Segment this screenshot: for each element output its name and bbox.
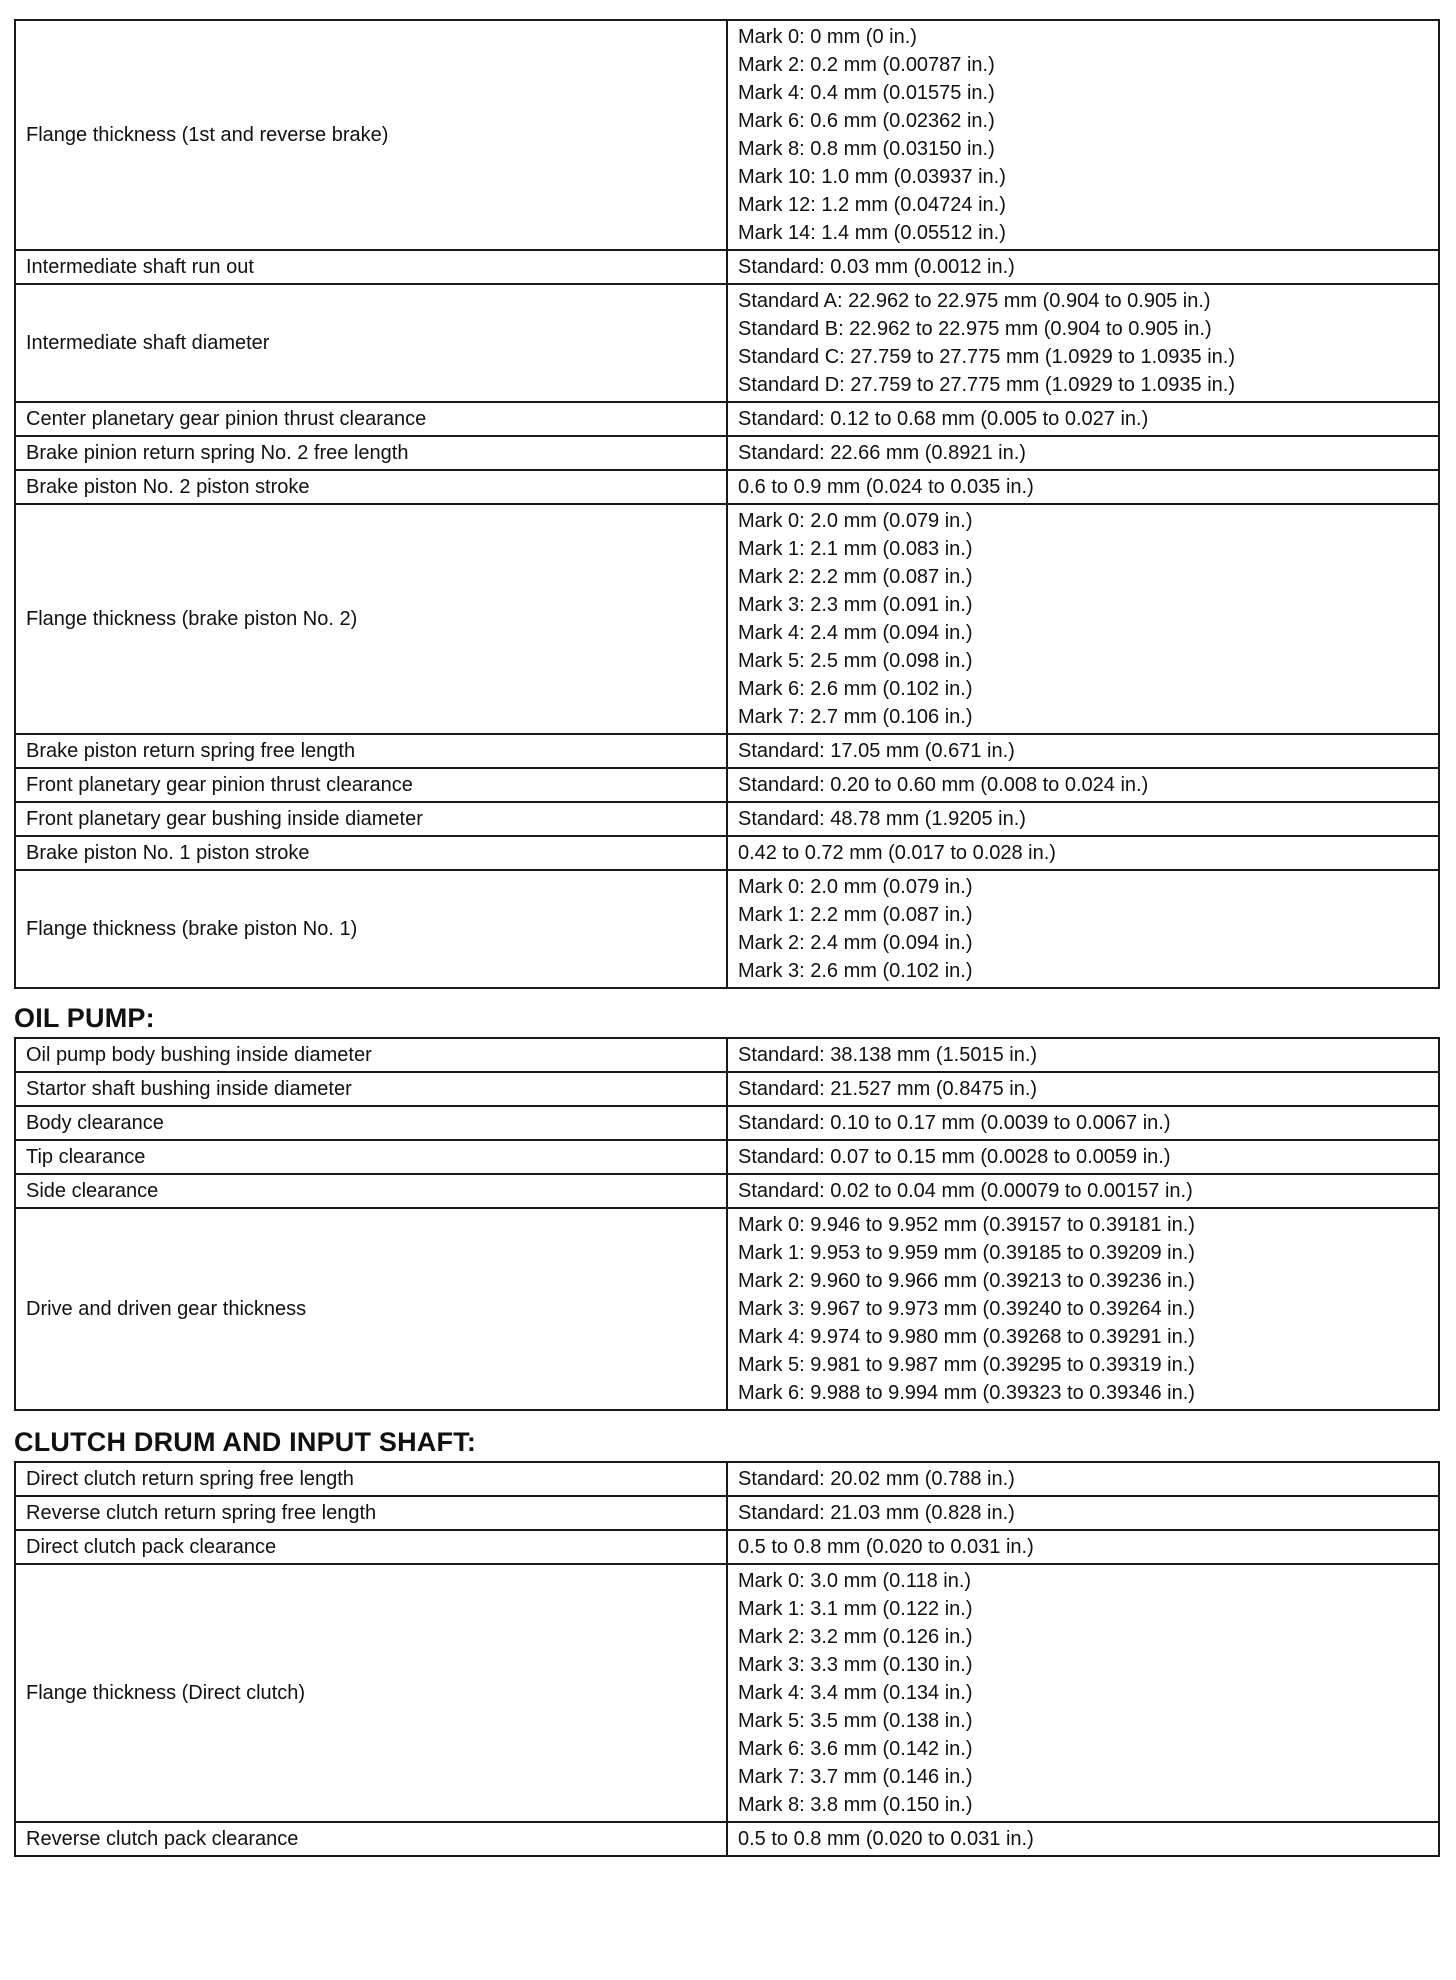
spec-value-cell — [727, 836, 1439, 870]
spec-value-line: Mark 10: 1.0 mm (0.03937 in.) — [738, 166, 1006, 188]
table-row — [15, 1208, 1439, 1410]
spec-name-cell: Flange thickness (brake piston No. 1) — [15, 870, 727, 988]
spec-value-line: Mark 6: 0.6 mm (0.02362 in.) — [738, 110, 995, 132]
spec-value-line: Mark 0: 2.0 mm (0.079 in.) — [738, 876, 973, 898]
spec-value-line: Mark 2: 2.4 mm (0.094 in.) — [738, 932, 973, 954]
section-title-clutch-drum: CLUTCH DRUM AND INPUT SHAFT: — [14, 1427, 477, 1457]
spec-value-line: Standard C: 27.759 to 27.775 mm (1.0929 to 1.0935 in.) — [738, 346, 1235, 368]
spec-value-cell — [727, 20, 1439, 250]
spec-name-cell: Startor shaft bushing inside diameter — [15, 1072, 727, 1106]
table-row — [15, 470, 1439, 504]
table-row — [15, 768, 1439, 802]
table-row — [15, 1530, 1439, 1564]
spec-value-line: 0.5 to 0.8 mm (0.020 to 0.031 in.) — [738, 1536, 1034, 1558]
spec-value-line: Mark 2: 2.2 mm (0.087 in.) — [738, 566, 973, 588]
spec-value-line: Standard: 20.02 mm (0.788 in.) — [738, 1468, 1015, 1490]
table-row — [15, 250, 1439, 284]
spec-value-line: Standard: 21.03 mm (0.828 in.) — [738, 1502, 1015, 1524]
spec-name-cell: Front planetary gear bushing inside diameter — [15, 802, 727, 836]
table-row — [15, 734, 1439, 768]
spec-value-cell — [727, 1072, 1439, 1106]
spec-value-line: Mark 1: 9.953 to 9.959 mm (0.39185 to 0.39209 in.) — [738, 1242, 1195, 1264]
table-row — [15, 1564, 1439, 1822]
spec-value-line: Mark 2: 3.2 mm (0.126 in.) — [738, 1626, 973, 1648]
spec-name-cell: Oil pump body bushing inside diameter — [15, 1038, 727, 1072]
spec-value-line: Mark 6: 3.6 mm (0.142 in.) — [738, 1738, 973, 1760]
spec-name-cell: Flange thickness (Direct clutch) — [15, 1564, 727, 1822]
spec-name-cell: Brake piston return spring free length — [15, 734, 727, 768]
spec-value-line: Standard A: 22.962 to 22.975 mm (0.904 to 0.905 in.) — [738, 290, 1211, 312]
spec-value-line: 0.5 to 0.8 mm (0.020 to 0.031 in.) — [738, 1828, 1034, 1850]
spec-name-cell: Tip clearance — [15, 1140, 727, 1174]
spec-value-line: Standard: 17.05 mm (0.671 in.) — [738, 740, 1015, 762]
spec-value-line: Mark 7: 3.7 mm (0.146 in.) — [738, 1766, 973, 1788]
spec-value-cell — [727, 1530, 1439, 1564]
spec-value-line: Mark 3: 9.967 to 9.973 mm (0.39240 to 0.39264 in.) — [738, 1298, 1195, 1320]
spec-value-cell — [727, 1140, 1439, 1174]
spec-value-cell — [727, 768, 1439, 802]
spec-value-line: Mark 8: 0.8 mm (0.03150 in.) — [738, 138, 995, 160]
spec-table-transmission — [14, 19, 1440, 989]
spec-value-line: Mark 4: 3.4 mm (0.134 in.) — [738, 1682, 973, 1704]
spec-value-cell — [727, 802, 1439, 836]
spec-value-line: 0.6 to 0.9 mm (0.024 to 0.035 in.) — [738, 476, 1034, 498]
spec-value-line: Standard: 0.03 mm (0.0012 in.) — [738, 256, 1015, 278]
spec-value-line: Mark 4: 0.4 mm (0.01575 in.) — [738, 82, 995, 104]
spec-value-line: Mark 6: 9.988 to 9.994 mm (0.39323 to 0.39346 in.) — [738, 1382, 1195, 1404]
spec-value-cell — [727, 504, 1439, 734]
spec-name-cell: Body clearance — [15, 1106, 727, 1140]
spec-table-oil-pump — [14, 1037, 1440, 1411]
table-row — [15, 284, 1439, 402]
spec-value-cell — [727, 284, 1439, 402]
spec-value-cell — [727, 1106, 1439, 1140]
spec-name-cell: Drive and driven gear thickness — [15, 1208, 727, 1410]
spec-value-line: Mark 4: 2.4 mm (0.094 in.) — [738, 622, 973, 644]
table-row — [15, 836, 1439, 870]
spec-value-line: 0.42 to 0.72 mm (0.017 to 0.028 in.) — [738, 842, 1056, 864]
spec-value-cell — [727, 870, 1439, 988]
table-row — [15, 1174, 1439, 1208]
table-row — [15, 870, 1439, 988]
spec-value-line: Mark 8: 3.8 mm (0.150 in.) — [738, 1794, 973, 1816]
spec-name-cell: Center planetary gear pinion thrust clearance — [15, 402, 727, 436]
spec-value-line: Mark 5: 9.981 to 9.987 mm (0.39295 to 0.39319 in.) — [738, 1354, 1195, 1376]
spec-value-cell — [727, 1462, 1439, 1496]
spec-value-line: Mark 2: 9.960 to 9.966 mm (0.39213 to 0.39236 in.) — [738, 1270, 1195, 1292]
spec-value-line: Standard: 21.527 mm (0.8475 in.) — [738, 1078, 1038, 1100]
spec-value-cell — [727, 1038, 1439, 1072]
table-row — [15, 1106, 1439, 1140]
spec-name-cell: Reverse clutch return spring free length — [15, 1496, 727, 1530]
spec-value-line: Mark 0: 2.0 mm (0.079 in.) — [738, 510, 973, 532]
spec-value-cell — [727, 470, 1439, 504]
spec-name-cell: Intermediate shaft diameter — [15, 284, 727, 402]
table-row — [15, 1462, 1439, 1496]
spec-name-cell: Flange thickness (brake piston No. 2) — [15, 504, 727, 734]
table-row — [15, 504, 1439, 734]
spec-value-cell — [727, 1496, 1439, 1530]
spec-name-cell: Brake piston No. 1 piston stroke — [15, 836, 727, 870]
spec-name-cell: Brake pinion return spring No. 2 free length — [15, 436, 727, 470]
spec-name-cell: Intermediate shaft run out — [15, 250, 727, 284]
table-row — [15, 1496, 1439, 1530]
spec-value-line: Mark 1: 3.1 mm (0.122 in.) — [738, 1598, 973, 1620]
section-title-oil-pump: OIL PUMP: — [14, 1003, 155, 1033]
spec-name-cell: Brake piston No. 2 piston stroke — [15, 470, 727, 504]
spec-value-line: Standard: 0.02 to 0.04 mm (0.00079 to 0.00157 in.) — [738, 1180, 1193, 1202]
table-row — [15, 20, 1439, 250]
spec-value-cell — [727, 1564, 1439, 1822]
spec-value-line: Mark 5: 2.5 mm (0.098 in.) — [738, 650, 973, 672]
spec-value-line: Mark 3: 2.3 mm (0.091 in.) — [738, 594, 973, 616]
spec-value-line: Mark 4: 9.974 to 9.980 mm (0.39268 to 0.39291 in.) — [738, 1326, 1195, 1348]
spec-value-line: Standard: 0.12 to 0.68 mm (0.005 to 0.027 in.) — [738, 408, 1149, 430]
spec-name-cell: Front planetary gear pinion thrust clearance — [15, 768, 727, 802]
spec-value-line: Standard: 48.78 mm (1.9205 in.) — [738, 808, 1026, 830]
table-row — [15, 402, 1439, 436]
spec-value-line: Mark 12: 1.2 mm (0.04724 in.) — [738, 194, 1006, 216]
spec-value-line: Standard: 0.10 to 0.17 mm (0.0039 to 0.0067 in.) — [738, 1112, 1171, 1134]
spec-name-cell: Reverse clutch pack clearance — [15, 1822, 727, 1856]
table-row — [15, 1140, 1439, 1174]
table-row — [15, 802, 1439, 836]
spec-value-cell — [727, 250, 1439, 284]
spec-name-cell: Direct clutch pack clearance — [15, 1530, 727, 1564]
spec-value-line: Mark 0: 0 mm (0 in.) — [738, 26, 917, 48]
spec-value-line: Standard D: 27.759 to 27.775 mm (1.0929 to 1.0935 in.) — [738, 374, 1235, 396]
table-row — [15, 1038, 1439, 1072]
spec-page — [14, 19, 1434, 1857]
spec-value-cell — [727, 734, 1439, 768]
spec-value-line: Mark 0: 9.946 to 9.952 mm (0.39157 to 0.39181 in.) — [738, 1214, 1195, 1236]
spec-value-line: Standard: 0.20 to 0.60 mm (0.008 to 0.024 in.) — [738, 774, 1149, 796]
spec-value-cell — [727, 402, 1439, 436]
spec-value-cell — [727, 1822, 1439, 1856]
spec-value-line: Mark 3: 2.6 mm (0.102 in.) — [738, 960, 973, 982]
spec-value-line: Mark 7: 2.7 mm (0.106 in.) — [738, 706, 973, 728]
spec-name-cell: Flange thickness (1st and reverse brake) — [15, 20, 727, 250]
table-row — [15, 1072, 1439, 1106]
spec-value-line: Mark 1: 2.2 mm (0.087 in.) — [738, 904, 973, 926]
spec-value-line: Mark 5: 3.5 mm (0.138 in.) — [738, 1710, 973, 1732]
spec-value-line: Standard: 22.66 mm (0.8921 in.) — [738, 442, 1026, 464]
spec-name-cell: Direct clutch return spring free length — [15, 1462, 727, 1496]
table-row — [15, 436, 1439, 470]
spec-table-clutch-drum — [14, 1461, 1440, 1857]
spec-value-line: Mark 0: 3.0 mm (0.118 in.) — [738, 1570, 972, 1592]
spec-name-cell: Side clearance — [15, 1174, 727, 1208]
spec-value-line: Standard: 38.138 mm (1.5015 in.) — [738, 1044, 1038, 1066]
spec-value-cell — [727, 1174, 1439, 1208]
spec-value-cell — [727, 436, 1439, 470]
spec-value-line: Mark 3: 3.3 mm (0.130 in.) — [738, 1654, 973, 1676]
spec-value-line: Mark 14: 1.4 mm (0.05512 in.) — [738, 222, 1006, 244]
spec-value-line: Mark 6: 2.6 mm (0.102 in.) — [738, 678, 973, 700]
table-row — [15, 1822, 1439, 1856]
spec-value-line: Standard B: 22.962 to 22.975 mm (0.904 to 0.905 in.) — [738, 318, 1212, 340]
spec-value-line: Standard: 0.07 to 0.15 mm (0.0028 to 0.0059 in.) — [738, 1146, 1171, 1168]
spec-value-line: Mark 2: 0.2 mm (0.00787 in.) — [738, 54, 995, 76]
spec-value-line: Mark 1: 2.1 mm (0.083 in.) — [738, 538, 973, 560]
spec-value-cell — [727, 1208, 1439, 1410]
